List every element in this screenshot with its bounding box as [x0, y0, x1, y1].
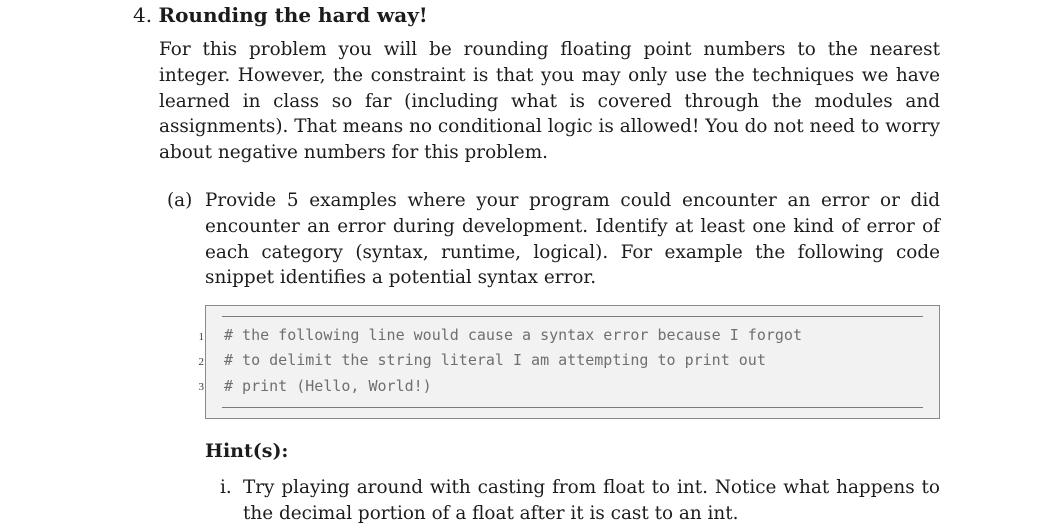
code-snippet — [205, 305, 940, 419]
problem-number: 4. — [133, 3, 153, 27]
code-bottom-rule — [222, 407, 923, 408]
hints-heading: Hint(s): — [205, 440, 289, 462]
problem-heading — [133, 3, 428, 27]
code-line: # print (Hello, World!) — [224, 377, 432, 395]
hint-marker: i. — [220, 477, 232, 498]
line-number: 2 — [198, 356, 204, 368]
code-line: # the following line would cause a syntax error because I forgot — [224, 326, 802, 344]
hint-text: Try playing around with casting from float to int. Notice what happens to the decimal portion of a float after it is cast to an int. — [243, 477, 940, 524]
line-number: 1 — [198, 331, 204, 343]
part-a-text: Provide 5 examples where your program could encounter an error or did encounter an error during development. Identify at least one kind of error of each category (syntax, runtime, logical). For example the following code snippet identifies a potential syntax error. — [205, 190, 940, 289]
code-line: # to delimit the string literal I am attempting to print out — [224, 351, 766, 369]
part-a-label: (a) — [167, 190, 193, 211]
line-number: 3 — [198, 381, 204, 393]
problem-intro: For this problem you will be rounding floating point numbers to the nearest integer. However, the constraint is that you may only use the techniques we have learned in class so far (including what is covered through the modules and assignments). That means no conditional logic is allowed! You do not need to worry about negative numbers for this problem. — [159, 39, 940, 164]
code-top-rule — [222, 316, 923, 317]
problem-title: Rounding the hard way! — [158, 3, 428, 27]
